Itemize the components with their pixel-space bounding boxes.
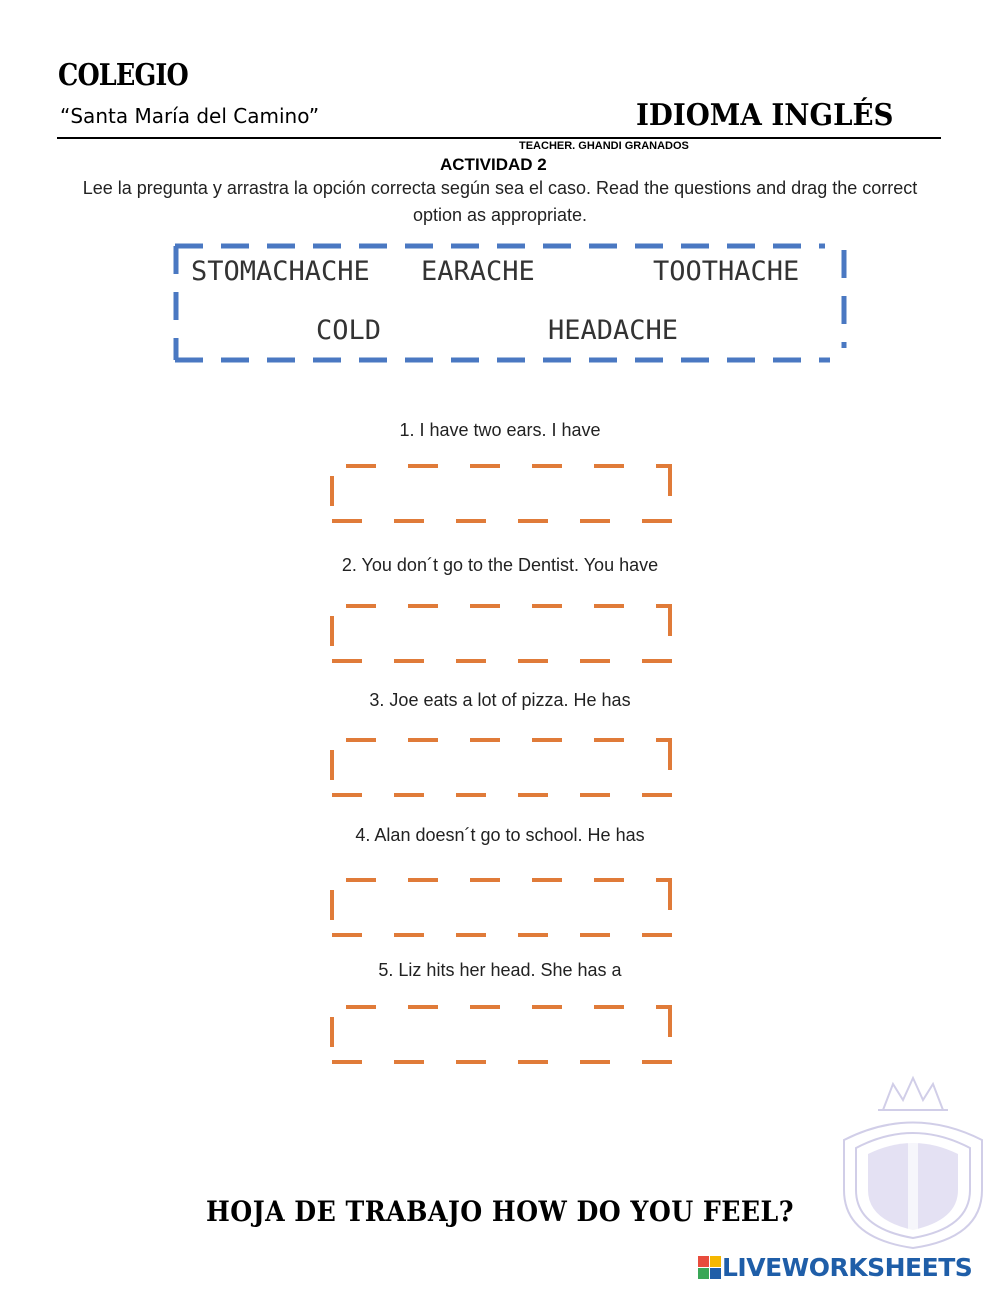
answer-drop-zone-5[interactable] bbox=[328, 1003, 676, 1069]
question-4: 4. Alan doesn´t go to school. He has bbox=[355, 825, 645, 845]
header-divider bbox=[57, 137, 941, 139]
word-option-earache[interactable]: EARACHE bbox=[421, 256, 535, 287]
school-label: COLEGIO bbox=[58, 58, 188, 93]
question-2: 2. You don´t go to the Dentist. You have bbox=[341, 555, 659, 575]
word-option-stomachache[interactable]: STOMACHACHE bbox=[191, 256, 370, 287]
teacher-label: TEACHER. GHANDI GRANADOS bbox=[519, 140, 689, 152]
answer-drop-zone-4[interactable] bbox=[328, 876, 676, 942]
liveworksheets-icon bbox=[698, 1256, 722, 1280]
worksheet-title: HOJA DE TRABAJO HOW DO YOU FEEL? bbox=[206, 1195, 794, 1228]
answer-drop-zone-2[interactable] bbox=[328, 602, 676, 668]
activity-title: ACTIVIDAD 2 bbox=[440, 155, 547, 174]
answer-drop-zone-3[interactable] bbox=[328, 736, 676, 802]
subject-title: IDIOMA INGLÉS bbox=[636, 98, 894, 133]
question-3: 3. Joe eats a lot of pizza. He has bbox=[369, 690, 631, 710]
liveworksheets-logo bbox=[698, 1253, 972, 1282]
question-1: 1. I have two ears. I have bbox=[399, 420, 601, 440]
school-name: “Santa María del Camino” bbox=[60, 104, 320, 128]
word-option-cold[interactable]: COLD bbox=[316, 315, 382, 346]
answer-drop-zone-1[interactable] bbox=[328, 462, 676, 528]
word-option-toothache[interactable]: TOOTHACHE bbox=[653, 256, 800, 287]
word-option-headache[interactable]: HEADACHE bbox=[548, 315, 679, 346]
question-5: 5. Liz hits her head. She has a bbox=[378, 960, 622, 980]
instructions: Lee la pregunta y arrastra la opción correcta según sea el caso. Read the questions and drag the correct option as appropriate. bbox=[82, 178, 918, 225]
liveworksheets-wordmark: LIVEWORKSHEETS bbox=[722, 1253, 973, 1282]
